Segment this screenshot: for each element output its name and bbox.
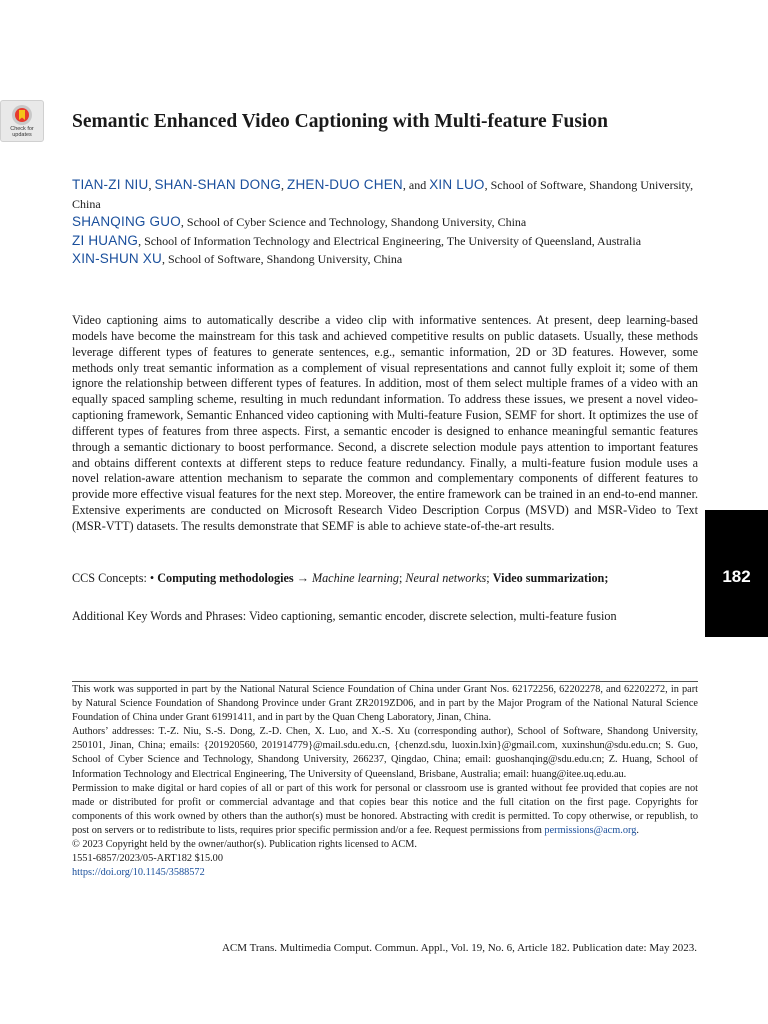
author-affiliation: , School of Software, Shandong University, China xyxy=(72,178,694,211)
author-line-4 xyxy=(72,250,698,269)
ccs-term: Machine learning xyxy=(311,571,399,585)
author-name[interactable]: TIAN-ZI NIU xyxy=(72,177,149,192)
check-for-updates-badge[interactable] xyxy=(0,100,44,142)
author-affiliation: , School of Cyber Science and Technology, Shandong University, China xyxy=(180,215,527,229)
separator: , xyxy=(281,178,288,192)
separator: ; xyxy=(398,571,406,585)
author-affiliation: , School of Software, Shandong University, China xyxy=(161,252,403,266)
ccs-term: Computing methodologies xyxy=(157,571,294,585)
author-line-1 xyxy=(72,176,698,213)
author-name[interactable]: ZI HUANG xyxy=(72,232,139,248)
author-name[interactable]: SHANQING GUO xyxy=(72,214,181,229)
author-line-3 xyxy=(72,232,698,251)
separator: ; xyxy=(486,571,493,585)
permission-text: Permission to make digital or hard copies of all or part of this work for personal or classroom use is granted without fee provided that copies are not made or distributed for profit or commercial advantage and that copies bear this notice and the full citation on the first page. Copyrights for components of this work owned by others than the author(s) must be honored. Abstracting with credit is permitted. To copy otherwise, or republish, to post on servers or to redistribute to lists, requires prior specific permission and/or a fee. Request permissions from xyxy=(72,782,698,836)
ccs-label: CCS Concepts: • xyxy=(72,571,158,585)
author-name[interactable]: XIN LUO xyxy=(429,177,485,192)
badge-text-line1: Check for xyxy=(10,126,34,132)
funding-note: This work was supported in part by the National Natural Science Foundation of China under Grant Nos. 62172256, 62202278, and 62202272, in part by Natural Science Foundation of Shandong Province under Grant ZR2019ZD06, and in part by the Major Program of the National Natural Science Foundation of China under Grant 61991411, and in part by the Quan Cheng Laboratory, Jinan, China. xyxy=(72,684,698,724)
article-number: 182 xyxy=(722,567,751,586)
badge-text-line2: updates xyxy=(12,132,32,138)
separator: , and xyxy=(402,178,430,192)
authors-addresses: Authors’ addresses: T.-Z. Niu, S.-S. Dong, Z.-D. Chen, X. Luo, and X.-S. Xu (corresponding author), School of Software, Shandong University, 250101, Jinan, China; emails: {201920560, 201914779}@mail.sdu.edu.cn, {chenzd.sdu, luoxin.lxin}@gmail.com, xuxinshun@sdu.edu.cn; S. Guo, School of Cyber Science and Technology, Shandong University, 266237, Qingdao, China; email: guoshanqing@sdu.edu.cn; Z. Huang, School of Information Technology and Electrical Engineering, The University of Queensland, Brisbane, Australia; email: huang@itee.uq.edu.au. xyxy=(72,726,698,780)
permission-end: . xyxy=(636,824,639,836)
running-footer: ACM Trans. Multimedia Comput. Commun. Appl., Vol. 19, No. 6, Article 182. Publication date: May 2023. xyxy=(221,942,697,954)
doi-link[interactable]: https://doi.org/10.1145/3588572 xyxy=(72,867,205,879)
footnote-divider xyxy=(72,681,698,682)
author-affiliation: , School of Information Technology and Electrical Engineering, The University of Queensland, Australia xyxy=(138,233,642,248)
ccs-term: Video summarization; xyxy=(492,571,609,585)
author-name[interactable]: ZHEN-DUO CHEN xyxy=(287,177,403,192)
author-block xyxy=(72,176,698,269)
separator: , xyxy=(148,178,155,192)
article-number-tab xyxy=(705,510,768,637)
ccs-arrow: → xyxy=(293,571,312,585)
permissions-email-link[interactable]: permissions@acm.org xyxy=(544,824,637,836)
author-name[interactable]: XIN-SHUN XU xyxy=(72,251,162,266)
copyright-note: © 2023 Copyright held by the owner/author(s). Publication rights licensed to ACM. xyxy=(72,839,418,851)
bookmark-ribbon-icon xyxy=(11,104,33,126)
author-line-2 xyxy=(72,213,698,232)
permission-note xyxy=(72,782,698,838)
author-name[interactable]: SHAN-SHAN DONG xyxy=(154,177,282,192)
keywords: Additional Key Words and Phrases: Video captioning, semantic encoder, discrete selection, multi-feature fusion xyxy=(72,609,617,623)
ccs-term: Neural networks xyxy=(405,571,487,585)
footnotes xyxy=(72,683,698,880)
abstract: Video captioning aims to automatically describe a video clip with informative sentences. At present, deep learning-based models have become the mainstream for this task and achieved competitive results on public datasets. Usually, these methods leverage different types of features to generate sentences, e.g., semantic information, 2D or 3D features. However, some methods only treat semantic information as a complement of visual representations and cannot fully exploit it; some of them ignore the relationship between different types of features. In addition, most of them select multiple frames of a video with an equally spaced sampling scheme, resulting in much redundant information. To address these issues, we present a novel video-captioning framework, Semantic Enhanced video captioning with Multi-feature Fusion, SEMF for short. It optimizes the use of different types of features from three aspects. First, a semantic encoder is designed to enhance meaningful semantic features through a semantic dictionary to boost performance. Second, a discrete selection module pays attention to important features and obtains different contexts at different steps to reduce feature redundancy. Finally, a multi-feature fusion module uses a novel relation-aware attention mechanism to separate the common and complementary components of different features to provide more effective visual features for the next step. Moreover, the entire framework can be trained in an end-to-end manner. Extensive experiments are conducted on Microsoft Research Video Description Corpus (MSVD) and MSR-Video to Text (MSR-VTT) datasets. The results demonstrate that SEMF is able to achieve state-of-the-art results. xyxy=(72,313,698,533)
issn-note: 1551-6857/2023/05-ART182 $15.00 xyxy=(72,853,223,865)
paper-title: Semantic Enhanced Video Captioning with Multi-feature Fusion xyxy=(72,111,608,132)
ccs-concepts xyxy=(72,571,698,587)
